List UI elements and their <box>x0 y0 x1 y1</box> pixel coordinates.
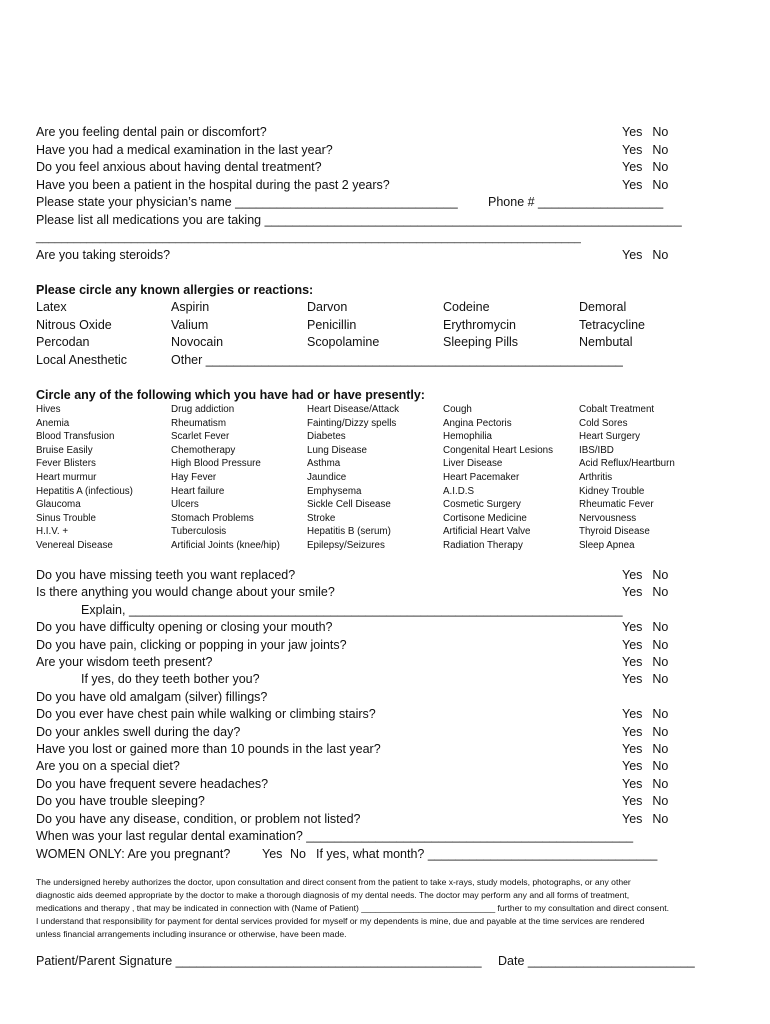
condition-item[interactable]: Heart Disease/Attack <box>307 404 400 415</box>
allergy-item[interactable]: Scopolamine <box>307 335 380 349</box>
condition-item[interactable]: Liver Disease <box>443 458 503 470</box>
question-text: Do you have pain, clicking or popping in your jaw joints? <box>36 637 347 652</box>
conditions-grid <box>36 403 716 555</box>
question-row <box>36 584 672 601</box>
no-option[interactable]: No <box>652 142 669 157</box>
question-field[interactable]: Explain, _______________________________________________________________________ <box>81 602 623 617</box>
condition-item[interactable]: Cobalt Treatment <box>579 404 655 415</box>
condition-item[interactable]: Asthma <box>307 458 341 470</box>
condition-item[interactable]: Heart murmur <box>36 471 97 483</box>
condition-item[interactable]: Fever Blisters <box>36 458 96 470</box>
condition-item[interactable]: Arthritis <box>579 471 613 483</box>
question-row <box>36 776 672 793</box>
allergy-item[interactable]: Other ____________________________________________________________ <box>171 352 623 367</box>
condition-item[interactable]: Heart Pacemaker <box>443 471 520 483</box>
allergy-item[interactable]: Novocain <box>171 335 224 349</box>
condition-item[interactable]: IBS/IBD <box>579 444 614 456</box>
no-option[interactable]: No <box>652 707 669 722</box>
yes-option[interactable]: Yes <box>622 707 643 722</box>
condition-item[interactable]: Diabetes <box>307 431 346 443</box>
question-text: If yes, do they teeth bother you? <box>81 672 260 687</box>
condition-item[interactable]: Venereal Disease <box>36 539 113 551</box>
yes-no-choice <box>622 619 668 636</box>
condition-item[interactable]: Hives <box>36 404 61 415</box>
allergy-item[interactable]: Penicillin <box>307 317 357 332</box>
question-row <box>36 828 672 845</box>
condition-item[interactable]: A.I.D.S <box>443 485 475 497</box>
condition-item[interactable]: Jaundice <box>307 471 347 483</box>
women-row <box>36 846 672 863</box>
no-option[interactable]: No <box>652 125 669 139</box>
question-text: Are your wisdom teeth present? <box>36 655 213 669</box>
question-text: Do you feel anxious about having dental treatment? <box>36 160 322 174</box>
question-text: Are you on a special diet? <box>36 759 180 774</box>
conditions-heading <box>36 387 672 404</box>
condition-item[interactable]: Cold Sores <box>579 417 628 429</box>
condition-item[interactable]: Blood Transfusion <box>36 431 115 443</box>
question-row <box>81 602 672 619</box>
no-option[interactable]: No <box>652 177 669 192</box>
condition-item[interactable]: Emphysema <box>307 485 362 497</box>
yes-option[interactable]: Yes <box>622 568 643 582</box>
question-row <box>36 159 672 176</box>
question-row <box>36 567 672 584</box>
consent-line: The undersigned hereby authorizes the doctor, upon consultation and direct consent from the patient to take x-rays, study models, photographs, or any other <box>36 877 631 887</box>
condition-item[interactable]: Stomach Problems <box>171 512 254 524</box>
condition-item[interactable]: Bruise Easily <box>36 444 93 456</box>
yes-no-choice <box>622 177 668 194</box>
condition-item[interactable]: Sleep Apnea <box>579 539 635 551</box>
yes-option[interactable]: Yes <box>622 811 643 826</box>
physician-name-field[interactable]: Please state your physician’s name ________________________________ <box>36 195 458 209</box>
condition-item[interactable]: Stroke <box>307 512 336 524</box>
conditions-heading-text: Circle any of the following which you have had or have presently: <box>36 388 425 402</box>
question-row <box>36 619 672 636</box>
allergy-item[interactable]: Sleeping Pills <box>443 335 519 349</box>
yes-no-choice <box>622 124 668 141</box>
yes-no-choice <box>622 637 668 654</box>
yes-no-choice <box>622 793 668 810</box>
condition-item-column <box>36 403 133 553</box>
consent-paragraph <box>36 876 726 941</box>
yes-no-choice <box>622 758 668 775</box>
yes-option[interactable]: Yes <box>622 637 643 652</box>
allergy-item[interactable]: Nembutal <box>579 335 633 349</box>
condition-item[interactable]: High Blood Pressure <box>171 458 261 470</box>
yes-option[interactable]: Yes <box>622 672 643 687</box>
condition-item[interactable]: Cosmetic Surgery <box>443 499 521 511</box>
yes-option[interactable]: Yes <box>622 742 643 756</box>
question-text: Do you have frequent severe headaches? <box>36 776 269 791</box>
condition-item[interactable]: Congenital Heart Lesions <box>443 444 554 456</box>
condition-item[interactable]: Epilepsy/Seizures <box>307 539 385 551</box>
medications-field-2[interactable]: ______________________________________________________________________________________ <box>36 232 581 244</box>
yes-option[interactable]: Yes <box>622 248 643 262</box>
condition-item[interactable]: Artificial Heart Valve <box>443 526 531 538</box>
condition-item[interactable]: Heart Surgery <box>579 431 640 443</box>
question-text: Do you have difficulty opening or closing your mouth? <box>36 620 333 635</box>
condition-item[interactable]: Ulcers <box>171 499 199 511</box>
condition-item[interactable]: Anemia <box>36 417 70 429</box>
allergy-item[interactable]: Demoral <box>579 300 627 314</box>
allergies-heading <box>36 282 672 299</box>
yes-no-choice <box>622 741 668 758</box>
yes-option[interactable]: Yes <box>622 620 643 635</box>
condition-item[interactable]: Acid Reflux/Heartburn <box>579 458 675 470</box>
no-option[interactable]: No <box>652 248 669 262</box>
condition-item[interactable]: Thyroid Disease <box>579 526 650 538</box>
condition-item-column <box>443 403 553 553</box>
allergy-item[interactable]: Erythromycin <box>443 317 516 332</box>
yes-option[interactable]: Yes <box>622 585 643 600</box>
yes-option[interactable]: Yes <box>622 759 643 774</box>
yes-no-choice <box>622 142 668 159</box>
condition-item[interactable]: Radiation Therapy <box>443 539 523 551</box>
condition-item[interactable]: Sinus Trouble <box>36 512 96 524</box>
no-option[interactable]: No <box>652 655 669 669</box>
condition-item-column <box>171 403 280 553</box>
question-row <box>36 741 672 758</box>
condition-item[interactable]: Hay Fever <box>171 471 217 483</box>
condition-item[interactable]: Chemotherapy <box>171 444 236 456</box>
question-field[interactable]: Do you have old amalgam (silver) fillings? <box>36 689 268 704</box>
question-text: Do you ever have chest pain while walking or climbing stairs? <box>36 707 376 722</box>
no-option[interactable]: No <box>652 585 669 600</box>
yes-option[interactable]: Yes <box>622 794 643 809</box>
question-row <box>36 793 672 810</box>
question-text: Do your ankles swell during the day? <box>36 724 241 739</box>
allergy-item[interactable]: Percodan <box>36 335 90 349</box>
no-option[interactable]: No <box>652 742 669 756</box>
no-option[interactable]: No <box>652 620 669 635</box>
condition-item-column <box>579 403 675 553</box>
question-text: Is there anything you would change about your smile? <box>36 585 335 600</box>
yes-no-choice <box>622 654 668 671</box>
allergies-grid <box>36 299 716 371</box>
question-text: Have you had a medical examination in the last year? <box>36 142 333 157</box>
signature-field[interactable]: Patient/Parent Signature ____________________________________________ <box>36 954 482 968</box>
consent-line: I understand that responsibility for payment for dental services provided for myself or my dependents is mine, due and payable at the time services are rendered <box>36 916 645 926</box>
no-option[interactable]: No <box>652 160 669 174</box>
condition-item[interactable]: Angina Pectoris <box>443 417 512 429</box>
question-field[interactable]: When was your last regular dental examination? _______________________________________________ <box>36 829 634 843</box>
allergy-item[interactable]: Codeine <box>443 300 490 314</box>
medications-row-2 <box>36 230 672 247</box>
yes-no-choice <box>622 159 668 176</box>
allergy-item-column <box>36 299 127 369</box>
physician-phone-field[interactable]: Phone # __________________ <box>488 195 664 209</box>
condition-item[interactable]: Kidney Trouble <box>579 485 645 497</box>
allergy-item[interactable]: Tetracycline <box>579 317 645 332</box>
yes-no-choice <box>622 671 668 688</box>
question-row <box>36 142 672 159</box>
yes-no-choice <box>622 567 668 584</box>
yes-option[interactable]: Yes <box>622 177 643 192</box>
yes-option[interactable]: Yes <box>622 776 643 791</box>
condition-item[interactable]: Cough <box>443 404 472 415</box>
yes-option[interactable]: Yes <box>622 160 643 174</box>
question-row <box>36 637 672 654</box>
condition-item[interactable]: Sickle Cell Disease <box>307 499 391 511</box>
physician-row <box>36 194 672 211</box>
allergy-item[interactable]: Valium <box>171 317 209 332</box>
medications-field[interactable]: Please list all medications you are taking ____________________________________________________________ <box>36 213 682 227</box>
yes-option[interactable]: Yes <box>622 655 643 669</box>
question-row <box>36 654 672 671</box>
allergy-item-column <box>307 299 379 352</box>
date-field[interactable]: Date ________________________ <box>498 954 695 968</box>
question-text: Are you taking steroids? <box>36 248 171 262</box>
consent-line: diagnostic aids deemed appropriate by the doctor to make a thorough diagnosis of my dental needs. The doctor may perform any and all forms of treatment, <box>36 890 630 900</box>
condition-item[interactable]: Lung Disease <box>307 444 367 456</box>
consent-line: medications and therapy , that may be indicated in connection with (Name of Patient) ____________________________ further to my consultation and direct consent. <box>36 903 670 913</box>
no-option[interactable]: No <box>652 794 669 809</box>
allergy-item[interactable]: Darvon <box>307 300 348 314</box>
women-question: WOMEN ONLY: Are you pregnant? <box>36 847 231 861</box>
allergy-item-column <box>579 299 645 352</box>
condition-item[interactable]: Nervousness <box>579 512 637 524</box>
no-option[interactable]: No <box>652 759 669 774</box>
question-row <box>36 177 672 194</box>
condition-item[interactable]: Scarlet Fever <box>171 431 230 443</box>
steroids-row <box>36 247 672 264</box>
question-row <box>36 758 672 775</box>
no-option[interactable]: No <box>652 672 669 687</box>
yes-no-choice <box>622 811 668 828</box>
yes-no-choice <box>622 724 668 741</box>
condition-item[interactable]: Fainting/Dizzy spells <box>307 417 397 429</box>
allergy-item-column <box>443 299 518 352</box>
condition-item[interactable]: Tuberculosis <box>171 526 227 538</box>
question-text: Do you have trouble sleeping? <box>36 794 205 809</box>
question-text: Have you been a patient in the hospital during the past 2 years? <box>36 177 390 192</box>
medications-row <box>36 212 682 229</box>
allergy-item[interactable]: Nitrous Oxide <box>36 317 112 332</box>
condition-item-column <box>307 403 399 553</box>
yes-no-choice <box>622 776 668 793</box>
allergy-item[interactable]: Aspirin <box>171 300 210 314</box>
question-text: Do you have any disease, condition, or problem not listed? <box>36 811 361 826</box>
question-text: Have you lost or gained more than 10 pounds in the last year? <box>36 742 381 756</box>
no-option[interactable]: No <box>652 637 669 652</box>
question-row <box>81 671 672 688</box>
condition-item[interactable]: Hepatitis A (infectious) <box>36 485 133 497</box>
no-option[interactable]: No <box>652 776 669 791</box>
condition-item[interactable]: H.I.V. + <box>36 526 69 538</box>
condition-item[interactable]: Rheumatism <box>171 417 226 429</box>
yes-option[interactable]: Yes <box>622 142 643 157</box>
question-row <box>36 689 672 706</box>
yes-no-choice <box>622 706 668 723</box>
yes-no-choice <box>622 584 668 601</box>
question-text: Do you have missing teeth you want replaced? <box>36 568 296 582</box>
pregnancy-month-field[interactable]: If yes, what month? _________________________________ <box>316 847 658 861</box>
condition-item[interactable]: Hemophilia <box>443 431 493 443</box>
allergy-item-column <box>171 299 623 369</box>
yes-option[interactable]: Yes <box>622 724 643 739</box>
no-option[interactable]: No <box>652 568 669 582</box>
condition-item[interactable]: Glaucoma <box>36 499 81 511</box>
no-option[interactable]: No <box>652 811 669 826</box>
condition-item[interactable]: Drug addiction <box>171 404 235 415</box>
women-yes-option[interactable]: Yes <box>262 847 283 861</box>
condition-item[interactable]: Heart failure <box>171 485 225 497</box>
question-row <box>36 124 672 141</box>
question-row <box>36 724 672 741</box>
women-no-option[interactable]: No <box>290 847 306 861</box>
signature-row <box>36 953 736 970</box>
condition-item[interactable]: Artificial Joints (knee/hip) <box>171 539 280 551</box>
yes-no-choice <box>622 247 668 264</box>
allergy-item[interactable]: Latex <box>36 300 67 314</box>
allergy-item[interactable]: Local Anesthetic <box>36 352 128 367</box>
yes-option[interactable]: Yes <box>622 125 643 139</box>
consent-line: unless financial arrangements including insurance or otherwise, have been made. <box>36 929 347 939</box>
question-row <box>36 706 672 723</box>
no-option[interactable]: No <box>652 724 669 739</box>
question-row <box>36 811 672 828</box>
question-text: Are you feeling dental pain or discomfort? <box>36 125 267 139</box>
condition-item[interactable]: Cortisone Medicine <box>443 512 527 524</box>
condition-item[interactable]: Rheumatic Fever <box>579 499 654 511</box>
condition-item[interactable]: Hepatitis B (serum) <box>307 526 391 538</box>
allergies-heading-text: Please circle any known allergies or reactions: <box>36 283 314 297</box>
